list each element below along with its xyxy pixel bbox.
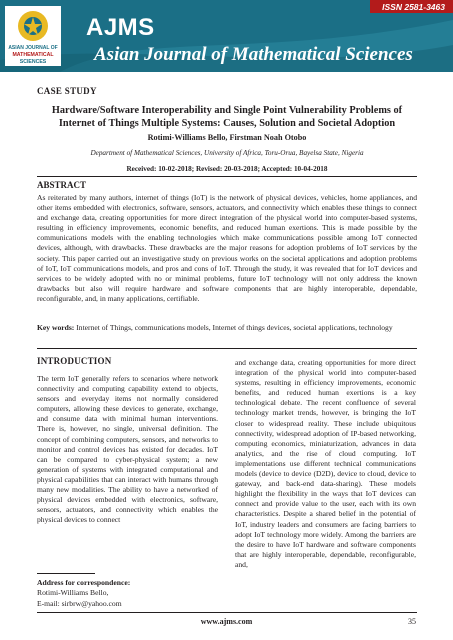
issn-tag: ISSN 2581-3463 <box>370 0 453 13</box>
keywords <box>37 323 417 333</box>
author-affiliation: Department of Mathematical Sciences, University of Africa, Toru-Orua, Bayelsa State, Nigeria <box>90 149 364 157</box>
introduction-heading: INTRODUCTION <box>37 356 112 366</box>
introduction-left-column: The term IoT generally refers to scenarios where network connectivity and computing capability extend to objects, sensors and everyday items not normally considered computers, allowing these devices to generate, exchange, and consume data with minimal human interventions. There is, however, no single, universal definition. The concept of combining computers, sensors, and networks to monitor and control devices has existed for decades. IoT can be compared to cyber-physical system; a new generation of systems with integrated computational and physical capabilities that can interact with humans through many new modalities. The ability to have a networked of physical devices embedded with electronics, software, sensors, actuators, and connectivity which enables the physical devices to connect <box>37 374 218 525</box>
abstract-heading: ABSTRACT <box>37 180 87 190</box>
article-authors: Rotimi-Williams Bello, Firstman Noah Otobo <box>147 133 307 142</box>
footer-rule <box>37 612 417 613</box>
article-dates: Received: 10-02-2018; Revised: 20-03-2018; Accepted: 10-04-2018 <box>126 165 328 173</box>
correspondence-label: Address for correspondence: <box>37 578 131 587</box>
journal-logo <box>5 6 61 66</box>
footnote-rule <box>37 573 95 574</box>
page-number: 35 <box>408 617 416 626</box>
journal-acronym: AJMS <box>86 14 155 41</box>
correspondence <box>37 578 130 609</box>
correspondence-email: E-mail: sirbrw@yahoo.com <box>37 598 122 608</box>
svg-text:ASIAN JOURNAL OF: ASIAN JOURNAL OF <box>8 45 58 51</box>
article-title: Hardware/Software Interoperability and Single Point Vulnerability Problems of Internet of Things Multiple Systems: Causes, Solution and Societal Adoption <box>51 105 403 129</box>
keywords-text: Internet of Things, communications models, Internet of things devices, societal applications, technology <box>74 323 393 332</box>
journal-name: Asian Journal of Mathematical Sciences <box>94 44 413 65</box>
abstract-text: As reiterated by many authors, internet of things (IoT) is the network of physical devices, vehicles, home appliances, and other items embedded with electronics, software, sensors, actuators, and connectivity which enables these things to connect and exchange data, creating opportunities for more direct integration of the physical world into computer-based systems, resulting in efficiency improvements, economic benefits, and reduced human exertions. This is made possible by the communications models with the enabling technologies which make communications possible among IoT connected devices, although, with drawbacks. These drawbacks are the major reasons for adoption problems of IoT services by the society. This paper carried out an investigative study on previous works on the societal applications and adoption problems of IoT, IoT communications models, and pros and cons of IoT. Through the study, it was revealed that for IoT devices and services to be widely adopted with no or minimal problems, future IoT technology will not only address the known drawbacks but also will require hardware and software components that are highly interoperable, dependable, reconfigurable, and, in many applications, certifiable. <box>37 193 417 303</box>
svg-text:MATHEMATICAL: MATHEMATICAL <box>12 52 54 58</box>
correspondence-name: Rotimi-Williams Bello, <box>37 588 109 598</box>
introduction-right-column: and exchange data, creating opportunities for more direct integration of the physical world into computer-based systems, resulting in efficiency improvements, economic benefits, and reduced human exertions is a key technological debate. The recent confluence of several technology market trends, however, is bringing the IoT closer to widespread reality. These include ubiquitous connectivity, widespread adoption of IP-based networking, computing economics, miniaturization, advances in data analytics, and the rise of cloud computing. IoT implementations use different technical communications models (device to device (D2D), device to cloud, device to gateway, and back-end data-sharing). These models highlight the flexibility in the ways that IoT devices can connect and provide value to the user, each with its own characteristics. Despite a shared belief in the potential of IoT, industry leaders and consumers are facing barriers to adopt IoT technology more widely. Among the barriers are the desire to have IoT hardware and software components that are highly interoperable, dependable, reconfigurable, and, <box>235 358 416 569</box>
keywords-label: Key words: <box>37 323 75 332</box>
divider <box>37 176 417 177</box>
divider <box>37 348 417 349</box>
journal-url[interactable]: www.ajms.com <box>200 617 253 626</box>
svg-text:SCIENCES: SCIENCES <box>19 59 47 65</box>
article-type: CASE STUDY <box>37 86 97 96</box>
journal-banner <box>0 0 453 72</box>
